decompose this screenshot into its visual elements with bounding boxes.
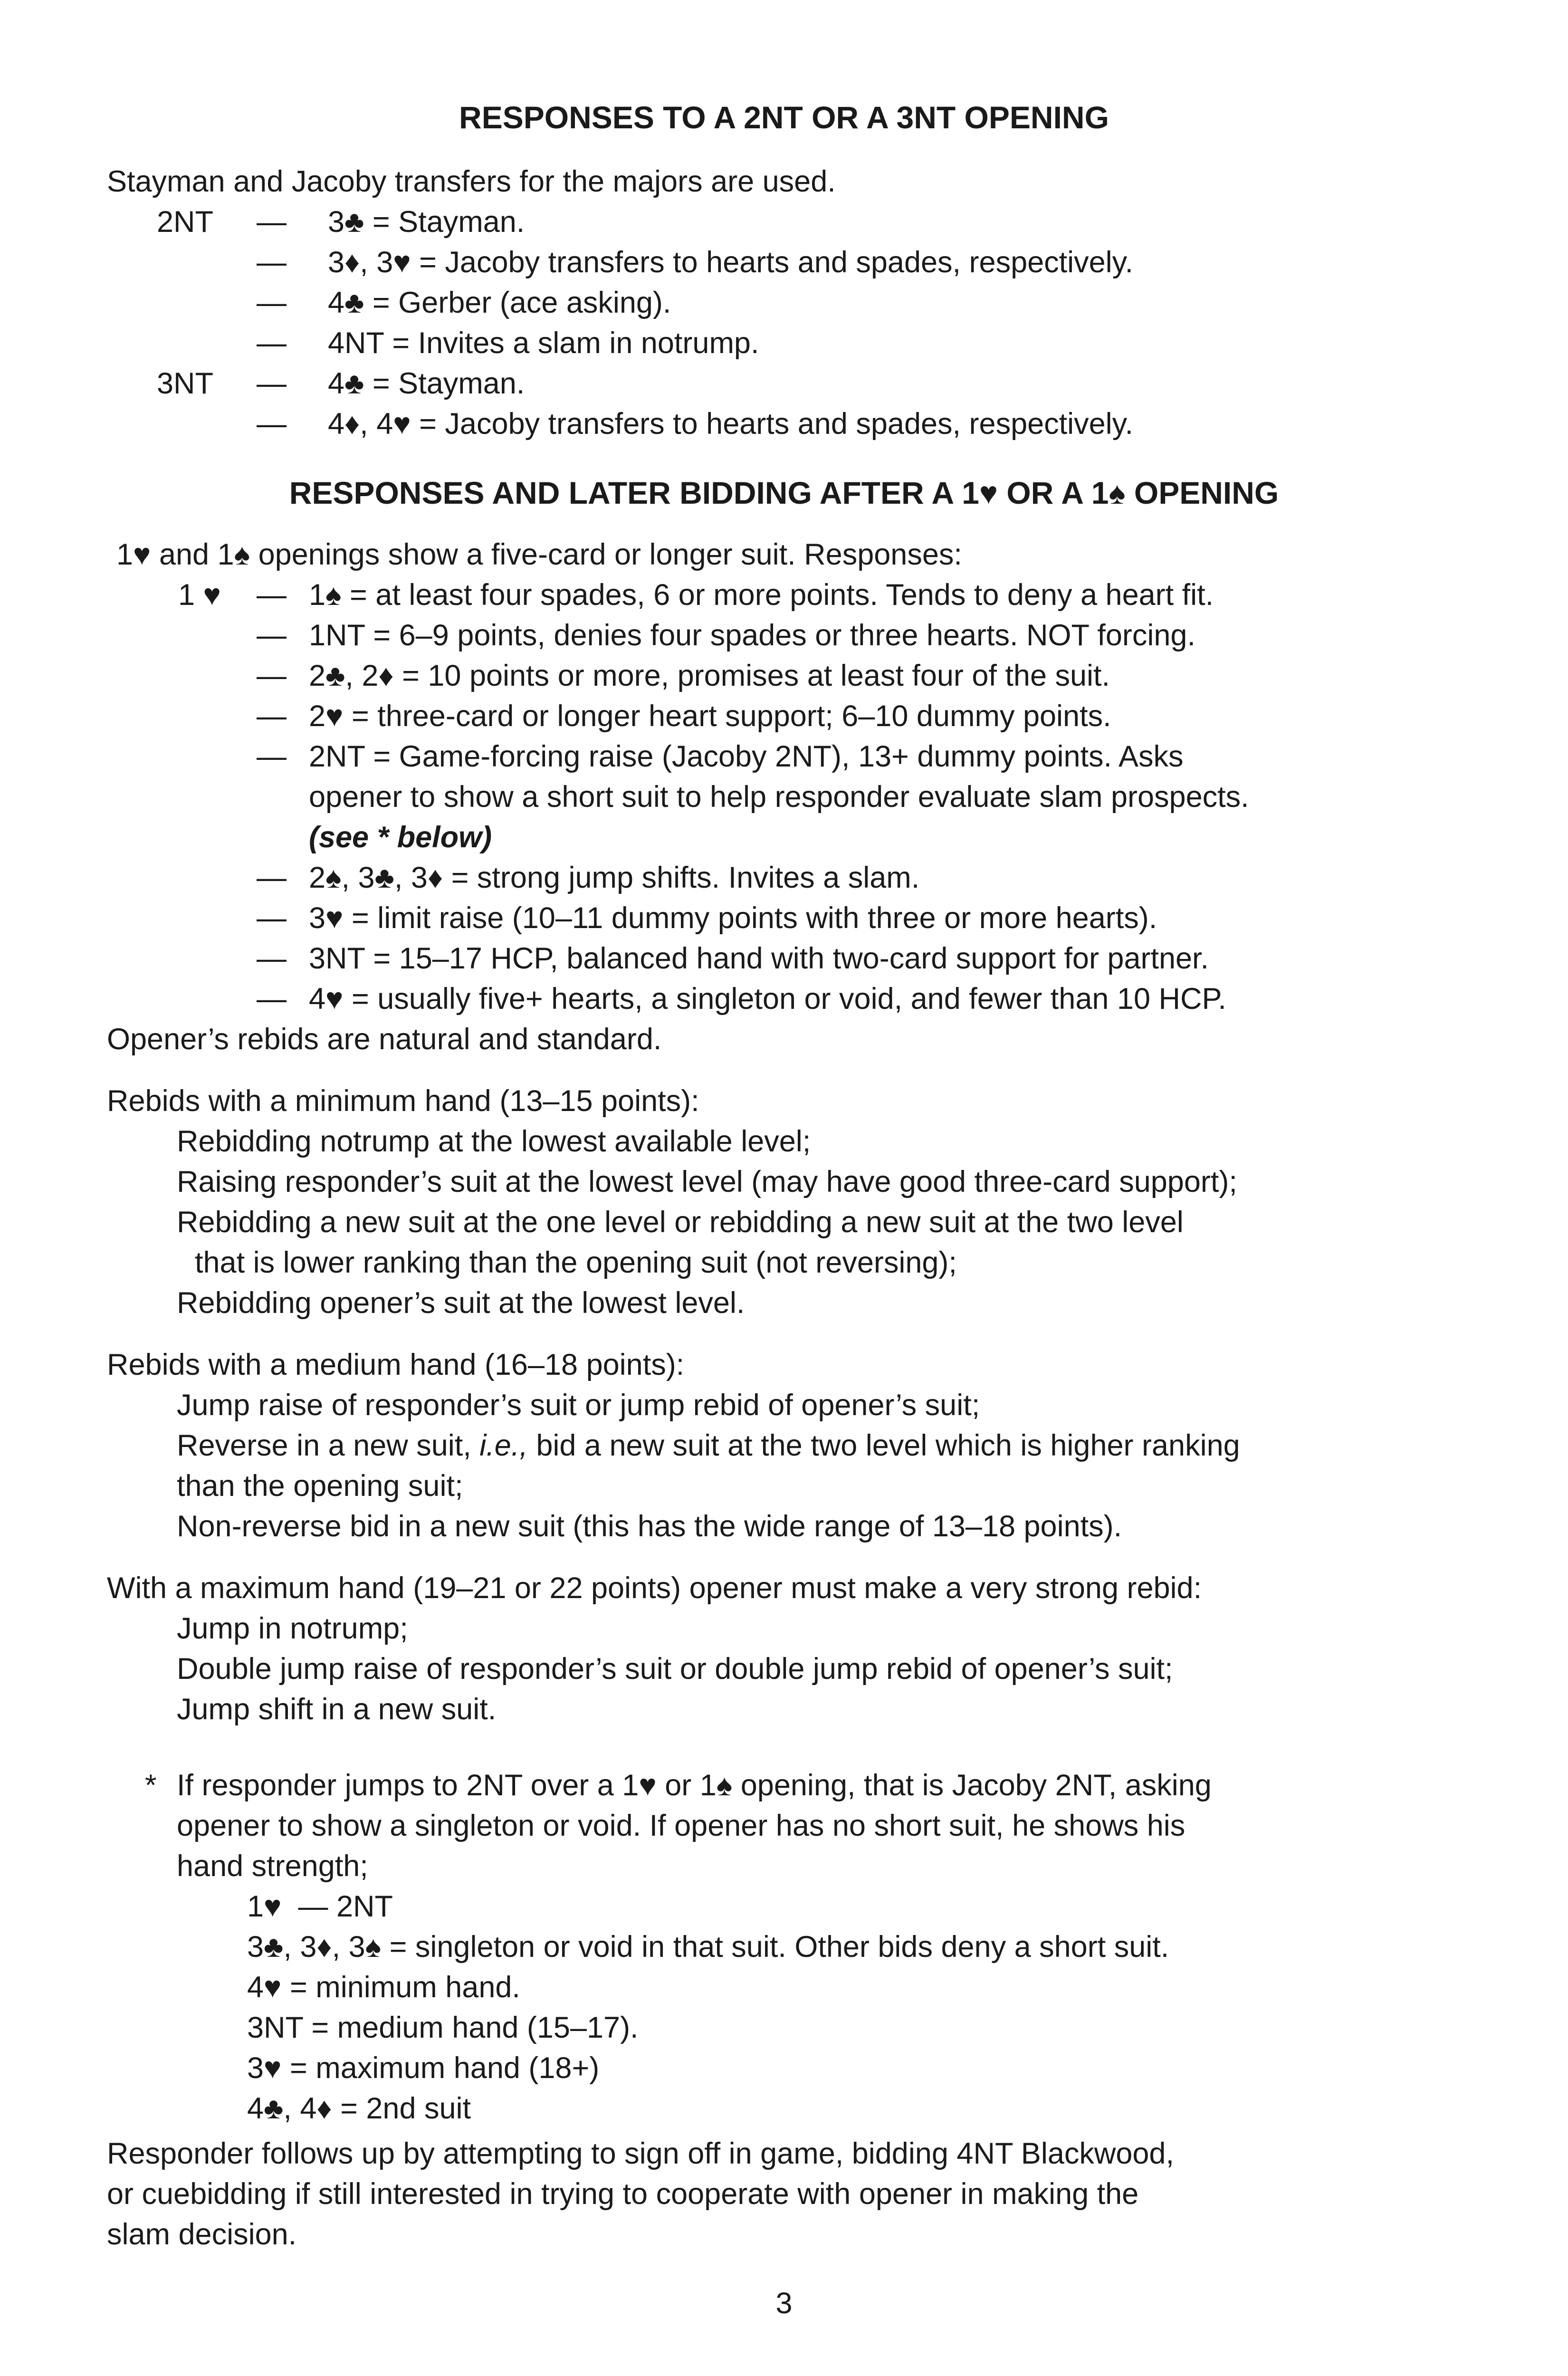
list-item: Jump in notrump; (177, 1612, 408, 1645)
dash: — (257, 367, 287, 400)
dash: — (257, 942, 287, 975)
heading-2nt-3nt: RESPONSES TO A 2NT OR A 3NT OPENING (459, 100, 1109, 135)
dash: — (257, 205, 287, 239)
closing-line: or cuebidding if still interested in trying to cooperate with opener in making the (107, 2177, 1139, 2211)
sequence-line: 3♣, 3♦, 3♠ = singleton or void in that suit. Other bids deny a short suit. (247, 1930, 1169, 1964)
footnote-star: * (145, 1769, 157, 1802)
medium-title: Rebids with a medium hand (16–18 points): (107, 1348, 685, 1381)
response-line: 4NT = Invites a slam in notrump. (328, 326, 759, 360)
footnote-line: opener to show a singleton or void. If opener has no short suit, he shows his (177, 1809, 1186, 1842)
footnote-line: hand strength; (177, 1849, 368, 1883)
maximum-title: With a maximum hand (19–21 or 22 points) opener must make a very strong rebid: (107, 1571, 1202, 1605)
response-line: 2NT = Game-forcing raise (Jacoby 2NT), 13+ dummy points. Asks (309, 740, 1184, 773)
list-item: Rebidding notrump at the lowest available level; (177, 1125, 811, 1158)
response-line: 2♣, 2♦ = 10 points or more, promises at least four of the suit. (309, 659, 1110, 692)
dash: — (257, 861, 287, 894)
sequence-line: 3♥ = maximum hand (18+) (247, 2051, 600, 2085)
sequence-line: 4♥ = minimum hand. (247, 1971, 520, 2004)
list-item: than the opening suit; (177, 1469, 463, 1503)
dash: — (257, 740, 287, 773)
dash: — (257, 578, 287, 612)
dash: — (257, 982, 287, 1016)
ie-italic: i.e., (479, 1429, 528, 1462)
closing-line: Responder follows up by attempting to sign off in game, bidding 4NT Blackwood, (107, 2137, 1174, 2170)
list-item: Jump raise of responder’s suit or jump rebid of opener’s suit; (177, 1389, 980, 1422)
response-line: 2♠, 3♣, 3♦ = strong jump shifts. Invites a slam. (309, 861, 920, 894)
dash: — (257, 699, 287, 733)
footnote-line: If responder jumps to 2NT over a 1♥ or 1♠ opening, that is Jacoby 2NT, asking (177, 1769, 1212, 1802)
sequence-line: 4♣, 4♦ = 2nd suit (247, 2092, 471, 2125)
dash: — (257, 286, 287, 319)
response-line: 4♣ = Stayman. (328, 367, 525, 400)
response-line: 2♥ = three-card or longer heart support; 6–10 dummy points. (309, 699, 1111, 733)
list-item: that is lower ranking than the opening suit (not reversing); (195, 1246, 957, 1279)
section2-closing: Opener’s rebids are natural and standard. (107, 1023, 662, 1056)
response-line: 3♥ = limit raise (10–11 dummy points with three or more hearts). (309, 901, 1157, 935)
dash: — (257, 659, 287, 692)
list-item (177, 1426, 1240, 1466)
list-item: Jump shift in a new suit. (177, 1693, 497, 1726)
list-item: Non-reverse bid in a new suit (this has the wide range of 13–18 points). (177, 1510, 1122, 1543)
minimum-title: Rebids with a minimum hand (13–15 points): (107, 1084, 699, 1118)
list-item-text: bid a new suit at the two level which is higher ranking (527, 1429, 1240, 1462)
bid-label: 3NT (157, 367, 214, 400)
sequence-line: 1♥ — 2NT (247, 1890, 393, 1923)
list-item: Rebidding opener’s suit at the lowest level. (177, 1286, 745, 1320)
response-line: 4♣ = Gerber (ace asking). (328, 286, 671, 319)
response-line: 3♣ = Stayman. (328, 205, 525, 239)
page-number: 3 (775, 2287, 793, 2320)
see-below-note: (see * below) (309, 821, 492, 854)
closing-line: slam decision. (107, 2218, 297, 2251)
dash: — (257, 326, 287, 360)
response-line: 3♦, 3♥ = Jacoby transfers to hearts and spades, respectively. (328, 246, 1134, 279)
dash: — (257, 901, 287, 935)
list-item: Raising responder’s suit at the lowest level (may have good three-card support); (177, 1165, 1237, 1198)
response-line: 1♠ = at least four spades, 6 or more points. Tends to deny a heart fit. (309, 578, 1214, 612)
list-item-text: Reverse in a new suit, (177, 1429, 480, 1462)
list-item: Rebidding a new suit at the one level or rebidding a new suit at the two level (177, 1206, 1184, 1239)
response-line: 3NT = 15–17 HCP, balanced hand with two-card support for partner. (309, 942, 1209, 975)
response-line: 1NT = 6–9 points, denies four spades or three hearts. NOT forcing. (309, 619, 1195, 652)
section2-intro: 1♥ and 1♠ openings show a five-card or longer suit. Responses: (116, 538, 962, 571)
bid-label: 2NT (157, 205, 214, 239)
response-line: 4♦, 4♥ = Jacoby transfers to hearts and spades, respectively. (328, 407, 1134, 441)
sequence-line: 3NT = medium hand (15–17). (247, 2011, 639, 2044)
dash: — (257, 619, 287, 652)
heading-major-openings: RESPONSES AND LATER BIDDING AFTER A 1♥ OR A 1♠ OPENING (289, 475, 1279, 510)
list-item: Double jump raise of responder’s suit or double jump rebid of opener’s suit; (177, 1652, 1173, 1686)
dash: — (257, 246, 287, 279)
bid-label: 1 ♥ (178, 578, 221, 612)
response-line: 4♥ = usually five+ hearts, a singleton or void, and fewer than 10 HCP. (309, 982, 1226, 1016)
response-line: opener to show a short suit to help responder evaluate slam prospects. (309, 780, 1249, 814)
dash: — (257, 407, 287, 441)
section1-intro: Stayman and Jacoby transfers for the majors are used. (107, 165, 836, 198)
